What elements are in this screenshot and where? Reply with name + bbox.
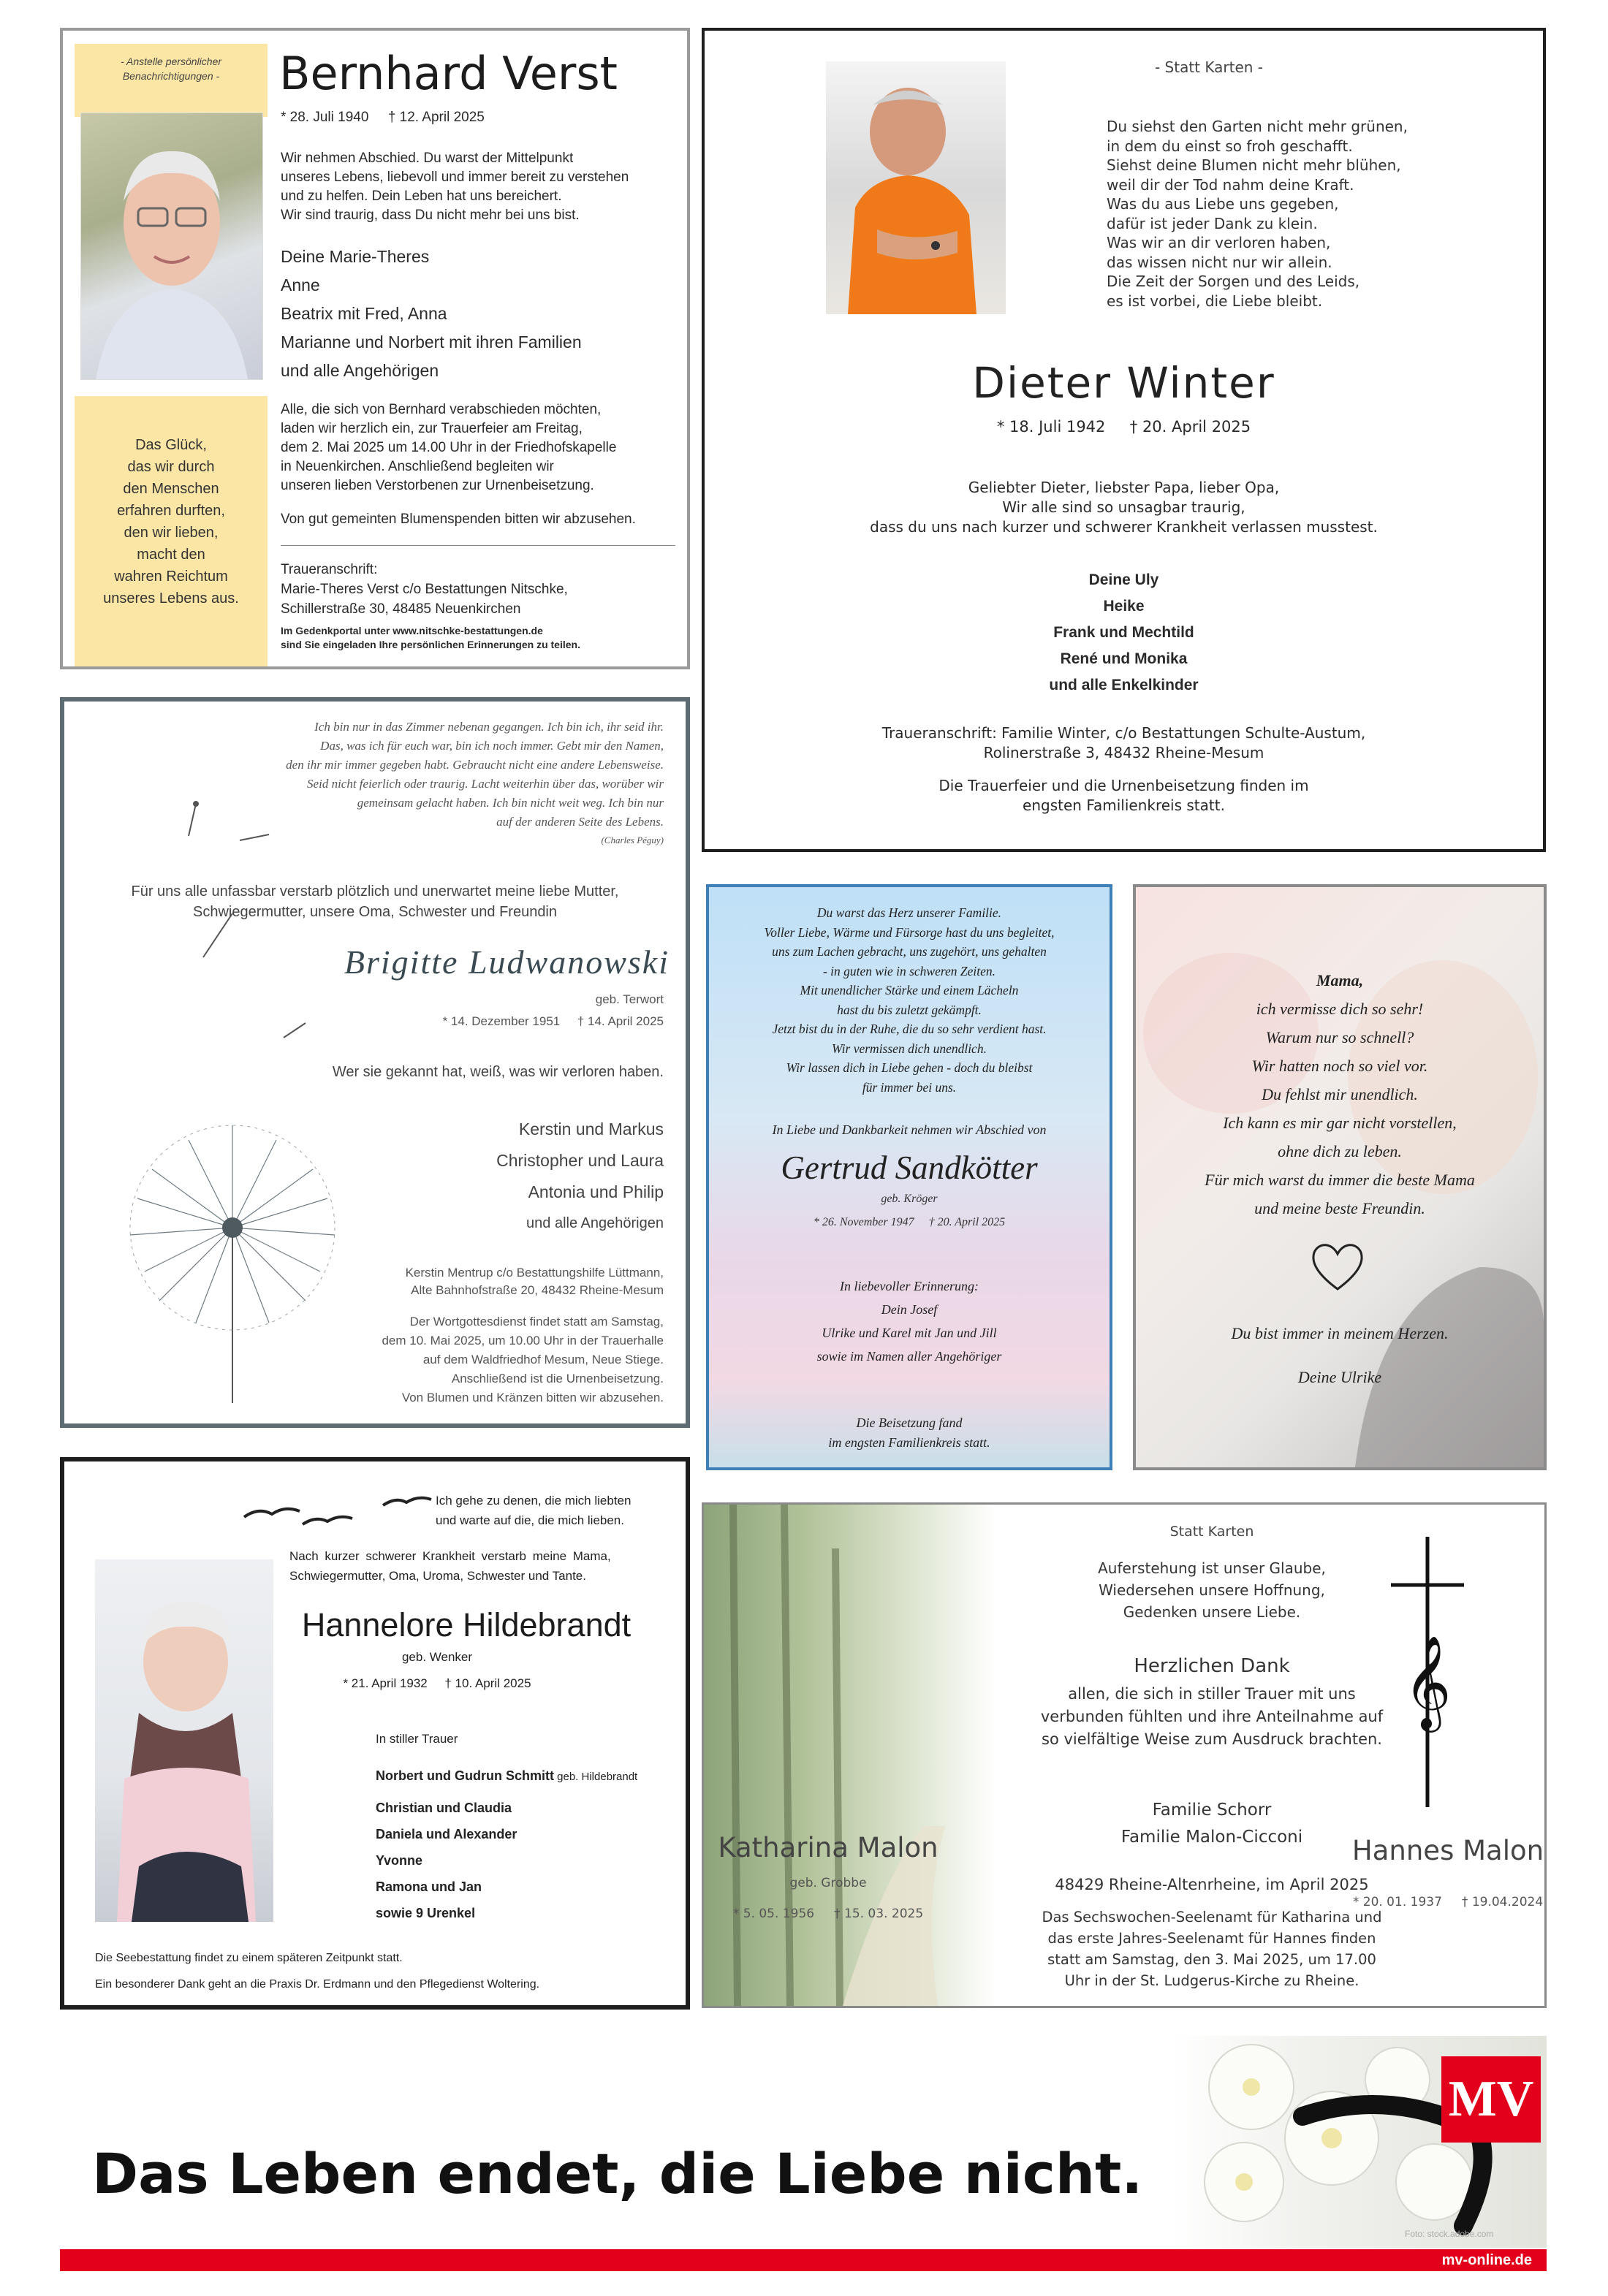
mv-logo: MV: [1441, 2056, 1541, 2143]
mama-signature: Deine Ulrike: [1297, 1368, 1382, 1386]
verst-divider: [281, 545, 675, 546]
banner-red-bar: [60, 2249, 1547, 2271]
notice-brigitte-ludwanowski: [60, 697, 690, 1428]
verst-side-panel: [75, 31, 268, 666]
katharina-name: Katharina Malon: [718, 1832, 938, 1863]
mama-closing: Du bist immer in meinem Herzen.: [1231, 1324, 1449, 1342]
winter-family: Deine Uly Heike Frank und Mechtild René und Monika und alle Enkelkinder: [1049, 571, 1199, 693]
hildebrandt-mourning: In stiller Trauer: [376, 1732, 458, 1746]
heart-icon: [1308, 1239, 1367, 1293]
hildebrandt-quote: Ich gehe zu denen, die mich liebten und warte auf die, die mich lieben.: [436, 1494, 632, 1527]
verst-photo: [80, 113, 263, 380]
ludwanowski-motto: Wer sie gekannt hat, weiß, was wir verloren haben.: [332, 1064, 664, 1080]
winter-header: - Statt Karten -: [1154, 58, 1264, 76]
notice-dieter-winter: [702, 28, 1546, 852]
footer-banner: [60, 2036, 1547, 2273]
sandkoetter-burial: Die Beisetzung fand im engsten Familienkreis statt.: [828, 1415, 990, 1450]
notice-bernhard-verst: [60, 28, 690, 669]
banner-slogan: Das Leben endet, die Liebe nicht.: [92, 2141, 1143, 2206]
verst-family: Deine Marie-Theres Anne Beatrix mit Fred, Anna Marianne und Norbert mit ihren Familien und alle Angehörigen: [281, 247, 582, 380]
banner-credit: Foto: stock.adobe.com: [1405, 2229, 1494, 2239]
verst-dates: * 28. Juli 1940 † 12. April 2025: [281, 110, 485, 125]
ludwanowski-ceremony: Der Wortgottesdienst findet statt am Samstag, dem 10. Mai 2025, um 10.00 Uhr in der Trauerhalle auf dem Waldfriedhof Mesum, Neue Stiege. Anschließend ist die Urnenbeisetzung. Von Blumen und Kränzen bitten wir abzusehen.: [382, 1315, 664, 1404]
verst-portal: Im Gedenkportal unter www.nitschke-bestattungen.de sind Sie eingeladen Ihre persönlichen Erinnerungen zu teilen.: [281, 625, 580, 650]
malon-thanks-title: Herzlichen Dank: [1134, 1655, 1290, 1677]
winter-poem: Du siehst den Garten nicht mehr grünen, in dem du einst so froh geschafft. Siehst deine Blumen nicht mehr blühen, weil dir der Tod nahm deine Kraft. Was du aus Liebe uns gegeben, dafür ist jeder Dank zu klein. Was wir an dir verloren haben, das wissen nicht nur wir allein. Die Zeit der Sorgen und des Leids, es ist vorbei, die Liebe bleibt.: [1107, 118, 1408, 310]
winter-photo: [826, 61, 1006, 314]
hildebrandt-dates: * 21. April 1932 † 10. April 2025: [343, 1676, 531, 1690]
winter-ceremony: Die Trauerfeier und die Urnenbeisetzung finden im engsten Familienkreis statt.: [938, 777, 1309, 814]
malon-thanks: allen, die sich in stiller Trauer mit uns verbunden fühlten und ihre Anteilnahme auf so vielfältige Weise zum Ausdruck brachten.: [1040, 1685, 1384, 1748]
ludwanowski-family: Kerstin und Markus Christopher und Laura Antonia und Philip und alle Angehörigen: [496, 1120, 664, 1231]
verst-address: Traueranschrift: Marie-Theres Verst c/o Bestattungen Nitschke, Schillerstraße 30, 48485 Neuenkirchen: [281, 562, 568, 617]
winter-address: Traueranschrift: Familie Winter, c/o Bestattungen Schulte-Austum, Rolinerstraße 3, 48432 Rheine-Mesum: [881, 724, 1366, 761]
malon-faith: Auferstehung ist unser Glaube, Wiedersehen unsere Hoffnung, Gedenken unsere Liebe.: [1098, 1559, 1326, 1621]
malon-place-date: 48429 Rheine-Altenrheine, im April 2025: [1055, 1876, 1369, 1893]
hildebrandt-family: Christian und Claudia Daniela und Alexander Yvonne Ramona und Jan sowie 9 Urenkel: [376, 1801, 517, 1920]
cross-treble-clef-icon: [1384, 1537, 1471, 1807]
sandkoetter-name: Gertrud Sandkötter: [781, 1149, 1038, 1186]
winter-dates: * 18. Juli 1942 † 20. April 2025: [996, 418, 1251, 436]
katharina-dates: * 5. 05. 1956 † 15. 03. 2025: [732, 1907, 924, 1921]
verst-note: - Anstelle persönlicher Benachrichtigungen -: [75, 44, 268, 117]
ludwanowski-intro: Für uns alle unfassbar verstarb plötzlich und unerwartet meine liebe Mutter, Schwiegermutter, unsere Oma, Schwester und Freundin: [131, 883, 619, 920]
notice-gertrud-sandkoetter: [706, 884, 1112, 1470]
ludwanowski-born: geb. Terwort: [595, 992, 664, 1006]
hildebrandt-intro: Nach kurzer schwerer Krankheit verstarb meine Mama, Schwiegermutter, Oma, Uroma, Schwester und Tante.: [289, 1549, 611, 1583]
hildebrandt-notes: Die Seebestattung findet zu einem späteren Zeitpunkt statt. Ein besonderer Dank geht an die Praxis Dr. Erdmann und den Pflegedienst Woltering.: [95, 1952, 540, 1991]
sandkoetter-family: In liebevoller Erinnerung: Dein Josef Ulrike und Karel mit Jan und Jill sowie im Namen aller Angehöriger: [816, 1279, 1002, 1364]
hannes-dates: * 20. 01. 1937 † 19.04.2024: [1352, 1895, 1544, 1909]
sandkoetter-poem: Du warst das Herz unserer Familie. Voller Liebe, Wärme und Fürsorge hast du uns begleitet, uns zum Lachen gebracht, uns zugehört, uns gehalten - in guten wie in schweren Zeiten. Mit unendlicher Stärke und einem Lächeln hast du bis zuletzt gekämpft. Jetzt bist du in der Ruhe, die du so sehr verdient hast. Wir vermissen dich unendlich. Wir lassen dich in Liebe gehen - doch du bleibst für immer bei uns.: [764, 905, 1055, 1095]
svg-text:𝄞: 𝄞: [1403, 1635, 1452, 1728]
sandkoetter-born: geb. Kröger: [881, 1193, 938, 1205]
katharina-born: geb. Grobbe: [789, 1876, 867, 1890]
ludwanowski-dates: * 14. Dezember 1951 † 14. April 2025: [442, 1014, 664, 1028]
malon-mass: Das Sechswochen-Seelenamt für Katharina und das erste Jahres-Seelenamt für Hannes finden statt am Samstag, den 3. Mai 2025, um 17.00 Uhr in der St. Ludgerus-Kirche zu Rheine.: [1042, 1909, 1382, 1989]
malon-forest-image: [704, 1505, 996, 2006]
hildebrandt-born: geb. Wenker: [401, 1650, 473, 1664]
hildebrandt-name: Hannelore Hildebrandt: [301, 1606, 632, 1643]
notice-hannelore-hildebrandt: [60, 1457, 690, 2010]
sandkoetter-intro: In Liebe und Dankbarkeit nehmen wir Abschied von: [772, 1122, 1047, 1137]
winter-name: Dieter Winter: [972, 358, 1275, 408]
verst-name: Bernhard Verst: [279, 47, 618, 100]
ludwanowski-author: (Charles Péguy): [601, 835, 664, 845]
ludwanowski-quote: Ich bin nur in das Zimmer nebenan gegangen. Ich bin ich, ihr seid ihr. Das, was ich für euch war, bin ich noch immer. Gebt mir den Namen, den ihr mir immer gegeben habt. Gebraucht nicht eine andere Lebensweise. Seid nicht feierlich oder traurig. Lacht weiterhin über das, worüber wir gemeinsam gelacht haben. Ich bin nicht weit weg. Ich bin nur auf der anderen Seite des Lebens.: [286, 720, 664, 829]
notice-malon: [702, 1502, 1547, 2008]
verst-quote: Das Glück, das wir durch den Menschen erfahren durften, den wir lieben, macht den wahren Reichtum unseres Lebens aus.: [75, 396, 268, 666]
verst-flowers: Von gut gemeinten Blumenspenden bitten wir abzusehen.: [281, 512, 636, 527]
winter-text: Geliebter Dieter, liebster Papa, lieber Opa, Wir alle sind so unsagbar traurig, dass du uns nach kurzer und schwerer Krankheit verlassen musstest.: [870, 479, 1378, 536]
hildebrandt-family-first: Norbert und Gudrun Schmitt geb. Hildebrandt: [376, 1768, 638, 1783]
sandkoetter-dates: * 26. November 1947 † 20. April 2025: [813, 1216, 1006, 1228]
banner-url[interactable]: mv-online.de: [1441, 2252, 1532, 2268]
malon-families: Familie Schorr Familie Malon-Cicconi: [1120, 1801, 1303, 1847]
verst-text: Wir nehmen Abschied. Du warst der Mittelpunkt unseres Lebens, liebevoll und immer bereit zu verstehen und zu helfen. Dein Leben hat uns bereichert. Wir sind traurig, dass Du nicht mehr bei uns bist.: [281, 151, 629, 223]
mama-message: Mama, ich vermisse dich so sehr! Warum nur so schnell? Wir hatten noch so viel vor. Du fehlst mir unendlich. Ich kann es mir gar nicht vorstellen, ohne dich zu leben. Für mich warst du immer die beste Mama und meine beste Freundin.: [1205, 971, 1475, 1217]
malon-header: Statt Karten: [1169, 1524, 1254, 1540]
hildebrandt-photo: [95, 1559, 273, 1922]
verst-ceremony: Alle, die sich von Bernhard verabschieden möchten, laden wir herzlich ein, zur Trauerfeier am Freitag, dem 2. Mai 2025 um 14.00 Uhr in der Friedhofskapelle in Neuenkirchen. Anschließend begleiten wir unseren lieben Verstorbenen zur Urnenbeisetzung.: [281, 402, 617, 493]
notice-mama: [1133, 884, 1547, 1470]
ludwanowski-name: Brigitte Ludwanowski: [344, 943, 670, 981]
ludwanowski-address: Kerstin Mentrup c/o Bestattungshilfe Lüttmann, Alte Bahnhofstraße 20, 48432 Rheine-Mesum: [405, 1266, 664, 1297]
hannes-name: Hannes Malon: [1351, 1835, 1544, 1866]
